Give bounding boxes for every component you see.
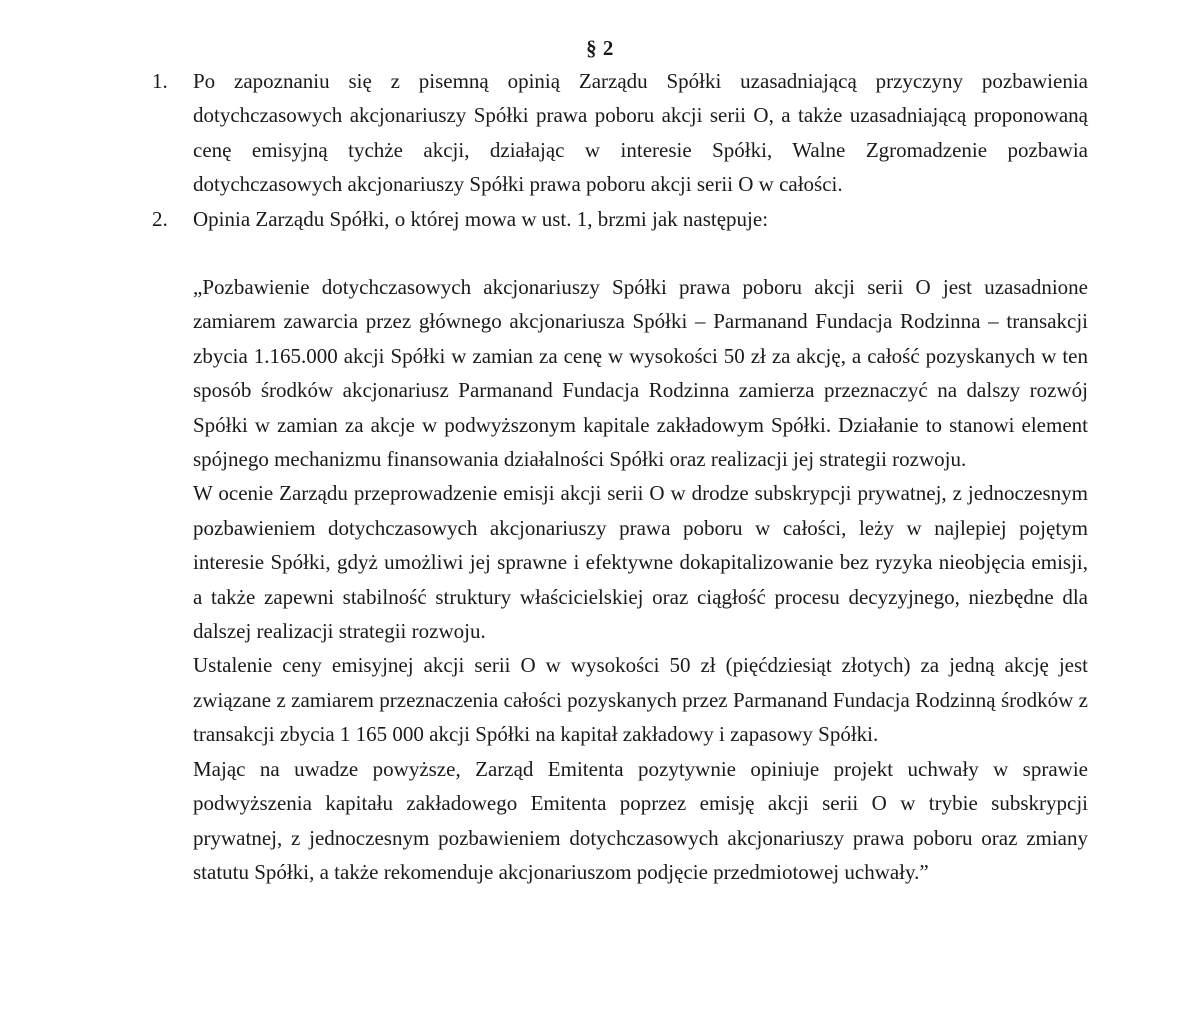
list-item-text: Po zapoznaniu się z pisemną opinią Zarządu Spółki uzasadniającą przyczyny pozbawienia dotychczasowych akcjonariuszy Spółki prawa poboru akcji serii O, a także uzasadniającą proponowaną cenę emisyjną tychże akcji, działając w interesie Spółki, Walne Zgromadzenie pozbawia dotychczasowych akcjonariuszy Spółki prawa poboru akcji serii O w całości. — [193, 69, 1088, 197]
list-item-2 — [152, 202, 1088, 238]
opinion-paragraph: Mając na uwadze powyższe, Zarząd Emitenta pozytywnie opiniuje projekt uchwały w sprawie podwyższenia kapitału zakładowego Emitenta poprzez emisję akcji serii O w trybie subskrypcji prywatnej, z jednoczesnym pozbawieniem dotychczasowych akcjonariuszy prawa poboru oraz zmiany statutu Spółki, a także rekomenduje akcjonariuszom podjęcie przedmiotowej uchwały.” — [193, 756, 1088, 884]
opinion-paragraph: Ustalenie ceny emisyjnej akcji serii O w wysokości 50 zł (pięćdziesiąt złotych) za jedną akcję jest związane z zamiarem przeznaczenia całości pozyskanych przez Parmanand Fundacja Rodzinną środków z transakcji zbycia 1 165 000 akcji Spółki na kapitał zakładowy i zapasowy Spółki. — [193, 653, 1088, 747]
list-item-number: 2. — [152, 207, 168, 231]
opinion-paragraph: „Pozbawienie dotychczasowych akcjonariuszy Spółki prawa poboru akcji serii O jest uzasadnione zamiarem zawarcia przez głównego akcjonariusza Spółki – Parmanand Fundacja Rodzinna – transakcji zbycia 1.165.000 akcji Spółki w zamian za cenę w wysokości 50 zł za akcję, a całość pozyskanych w ten sposób środków akcjonariusz Parmanand Fundacja Rodzinna zamierza przeznaczyć na dalszy rozwój Spółki w zamian za akcje w podwyższonym kapitale zakładowym Spółki. Działanie to stanowi element spójnego mechanizmu finansowania działalności Spółki oraz realizacji jej strategii rozwoju. — [193, 275, 1088, 472]
section-title: § 2 — [586, 36, 614, 60]
opinion-paragraph: W ocenie Zarządu przeprowadzenie emisji akcji serii O w drodze subskrypcji prywatnej, z jednoczesnym pozbawieniem dotychczasowych akcjonariuszy prawa poboru w całości, leży w najlepiej pojętym interesie Spółki, gdyż umożliwi jej sprawne i efektywne dokapitalizowanie bez ryzyka nieobjęcia emisji, a także zapewni stabilność struktury właścicielskiej oraz ciągłość procesu decyzyjnego, niezbędne dla dalszej realizacji strategii rozwoju. — [193, 481, 1088, 644]
list-item-number: 1. — [152, 69, 168, 93]
list-item-text: Opinia Zarządu Spółki, o której mowa w ust. 1, brzmi jak następuje: — [193, 207, 769, 231]
board-opinion-quote — [193, 270, 1088, 889]
list-item-1 — [152, 64, 1088, 204]
